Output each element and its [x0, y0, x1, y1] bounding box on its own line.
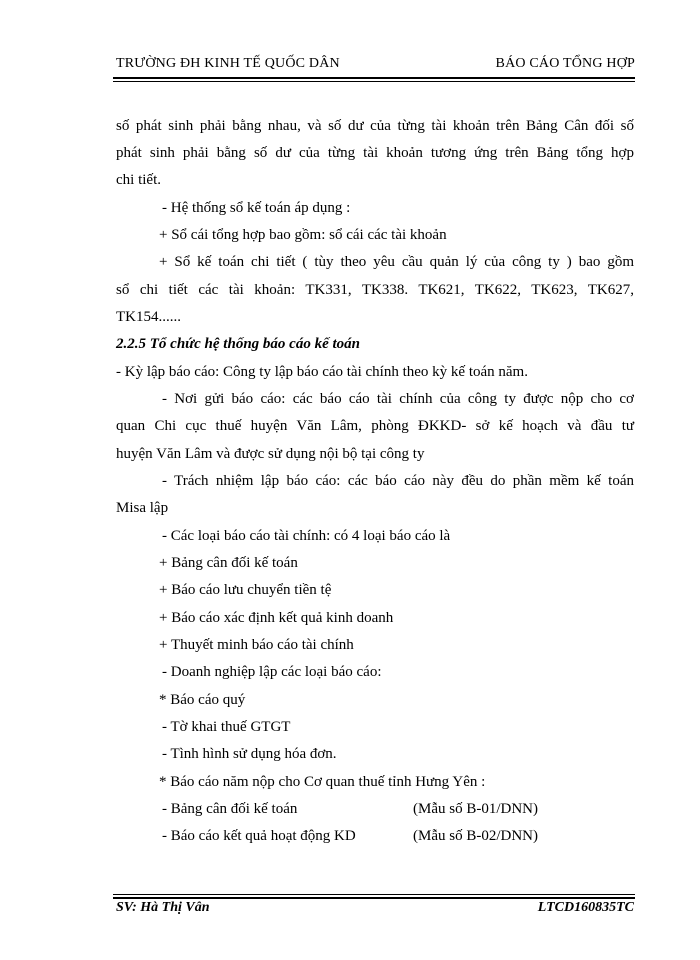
list-item: - Báo cáo kết quả hoạt động KD [162, 828, 356, 844]
body-line: + Sổ kế toán chi tiết ( tùy theo yêu cầu quản lý của công ty ) bao gồm [159, 254, 634, 270]
list-item: - Tình hình sử dụng hóa đơn. [162, 746, 337, 762]
header-rule [113, 77, 635, 79]
footer-rule-thick [113, 897, 635, 899]
list-item: + Bảng cân đối kế toán [159, 555, 298, 571]
footer-class-code: LTCD160835TC [537, 900, 634, 915]
body-line: - Hệ thống sổ kế toán áp dụng : [162, 200, 351, 216]
list-item: + Báo cáo xác định kết quả kinh doanh [159, 610, 394, 626]
list-item: - Tờ khai thuế GTGT [162, 719, 291, 735]
list-item: + Báo cáo lưu chuyển tiền tệ [159, 582, 332, 598]
list-item: * Báo cáo năm nộp cho Cơ quan thuế tỉnh Hưng Yên : [159, 774, 486, 790]
footer-student: SV: Hà Thị Vân [116, 900, 210, 915]
section-heading: 2.2.5 Tổ chức hệ thống báo cáo kế toán [116, 336, 360, 352]
body-line: - Doanh nghiệp lập các loại báo cáo: [162, 664, 382, 680]
body-line: phát sinh phải bằng số dư của từng tài khoản tương ứng trên Bảng tổng hợp [116, 145, 634, 161]
form-code: (Mẫu số B-02/DNN) [413, 828, 538, 844]
body-line: Misa lập [116, 500, 169, 516]
header-school: TRƯỜNG ĐH KINH TẾ QUỐC DÂN [116, 56, 340, 71]
body-line: sổ chi tiết các tài khoản: TK331, TK338. TK621, TK622, TK623, TK627, [116, 282, 634, 298]
list-item: * Báo cáo quý [159, 692, 246, 708]
form-code: (Mẫu số B-01/DNN) [413, 801, 538, 817]
body-line: chi tiết. [116, 172, 161, 188]
body-line: - Trách nhiệm lập báo cáo: các báo cáo này đều do phần mềm kế toán [162, 473, 634, 489]
body-line: số phát sinh phải bằng nhau, và số dư của từng tài khoản trên Bảng Cân đối số [116, 118, 634, 134]
header-report-title: BÁO CÁO TỔNG HỢP [495, 56, 635, 71]
footer-rule [113, 894, 635, 895]
body-line: huyện Văn Lâm và được sử dụng nội bộ tại công ty [116, 446, 425, 462]
page-header [113, 54, 635, 76]
body-line: quan Chi cục thuế huyện Văn Lâm, phòng ĐKKD- sở kế hoạch và đầu tư [116, 418, 634, 434]
header-rule-thin [113, 81, 635, 82]
list-item: - Bảng cân đối kế toán [162, 801, 298, 817]
body-line: - Kỳ lập báo cáo: Công ty lập báo cáo tài chính theo kỳ kế toán năm. [116, 364, 528, 380]
body-line: + Sổ cái tổng hợp bao gồm: sổ cái các tài khoản [159, 227, 447, 243]
list-item: + Thuyết minh báo cáo tài chính [159, 637, 354, 653]
body-line: - Các loại báo cáo tài chính: có 4 loại báo cáo là [162, 528, 451, 544]
body-line: - Nơi gửi báo cáo: các báo cáo tài chính của công ty được nộp cho cơ [162, 391, 634, 407]
body-line: TK154...... [116, 309, 181, 325]
